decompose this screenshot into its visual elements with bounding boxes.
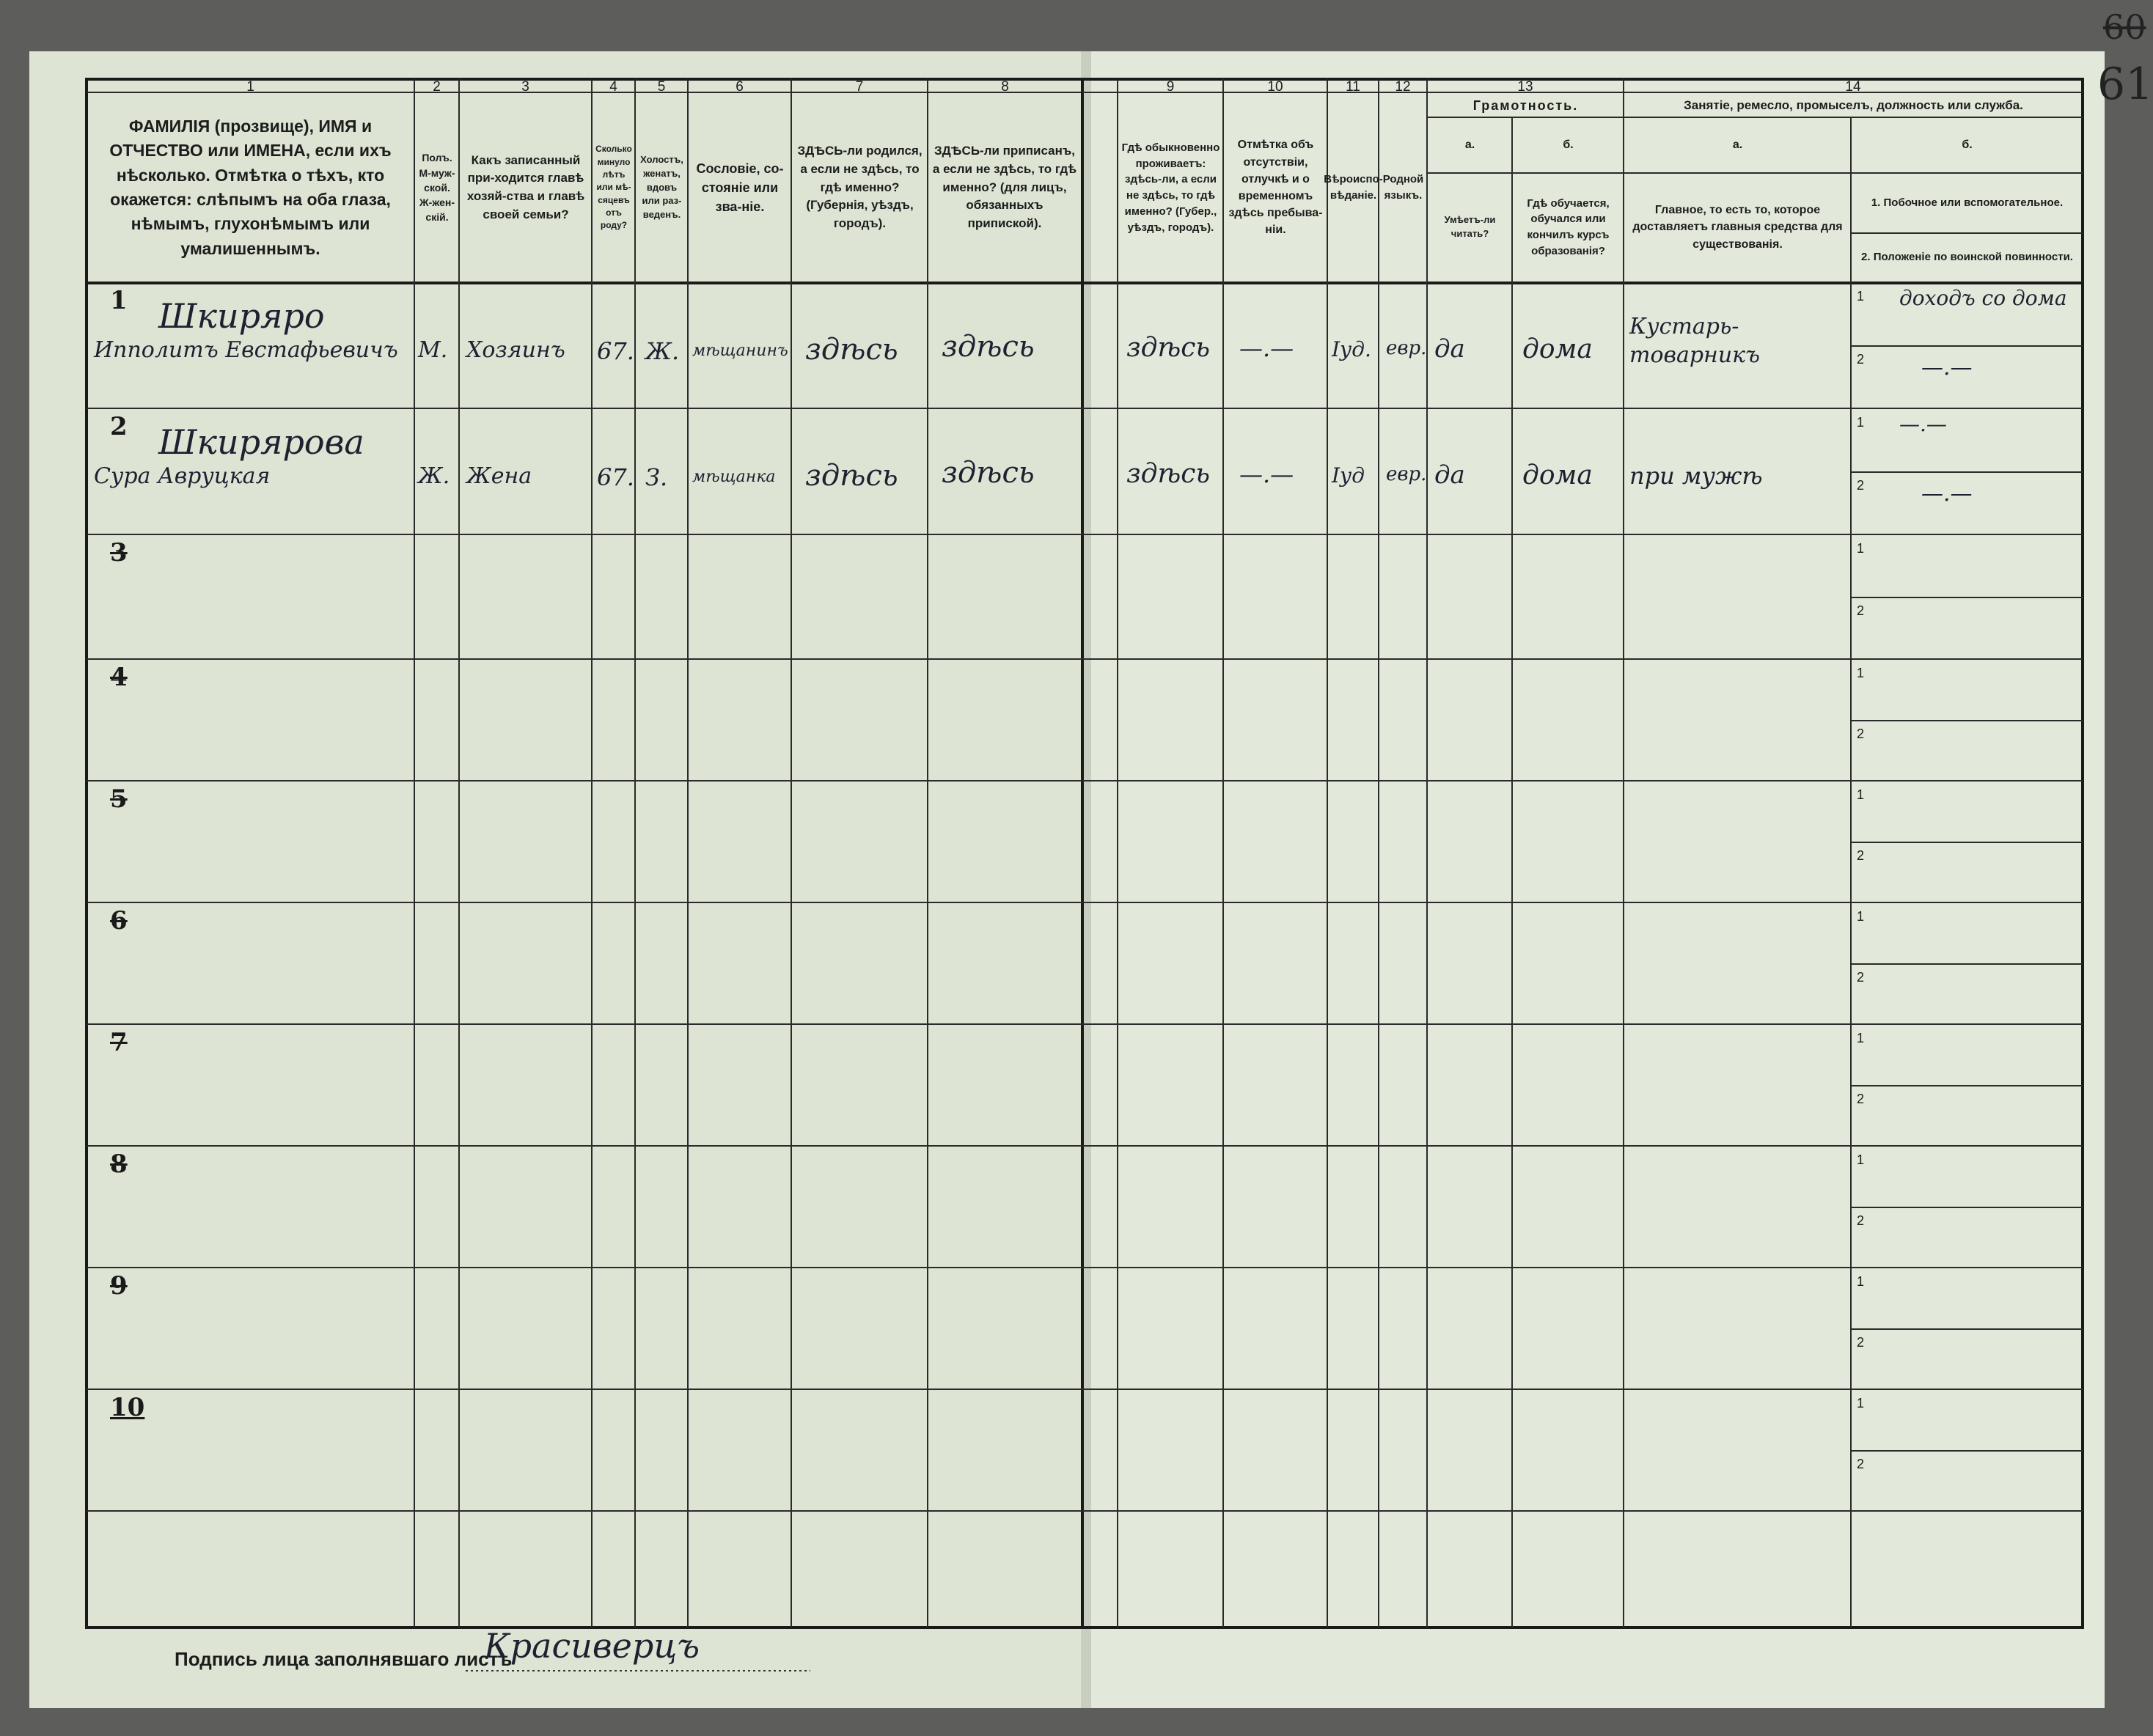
header-estate: Сословіе, со-стояніе или зва-ніе. bbox=[696, 161, 784, 215]
literate-value: да bbox=[1434, 334, 1465, 364]
birthplace-value: здѣсь bbox=[805, 333, 898, 367]
absence-value: —.— bbox=[1239, 460, 1294, 488]
header-side-occupation: 1. Побочное или вспомогательное. bbox=[1871, 196, 2064, 210]
header-registration: ЗДѢСЬ-ли приписанъ, а если не здѣсь, то гдѣ именно? (для лицъ, обязанныхъ припиской). bbox=[932, 144, 1077, 230]
sub-label-2: 2 bbox=[1857, 1335, 1865, 1350]
header-occupation-a: а. bbox=[1732, 139, 1743, 152]
relation-value: Хозяинъ bbox=[466, 337, 565, 363]
military-status-value: —.— bbox=[1921, 481, 1973, 507]
sub-label-2: 2 bbox=[1857, 848, 1865, 863]
sub-label-1: 1 bbox=[1857, 1396, 1865, 1410]
row-number: 2 bbox=[110, 412, 128, 441]
header-military-status: 2. Положеніе по воинской повинности. bbox=[1861, 251, 2073, 264]
given-names: Ипполитъ Евстафьевичъ bbox=[94, 337, 398, 363]
relation-value: Жена bbox=[466, 463, 532, 489]
row-number: 10 bbox=[110, 1393, 145, 1422]
col-num-5: 5 bbox=[657, 79, 666, 95]
col-num-3: 3 bbox=[521, 79, 529, 95]
age-value: 67. bbox=[597, 337, 634, 365]
marital-value: З. bbox=[645, 463, 668, 491]
birthplace-value: здѣсь bbox=[805, 459, 898, 493]
language-value: евр. bbox=[1386, 337, 1427, 359]
sub-label-2: 2 bbox=[1857, 603, 1865, 618]
sub-label-2: 2 bbox=[1857, 727, 1865, 741]
col-num-12: 12 bbox=[1395, 79, 1411, 95]
col-num-1: 1 bbox=[246, 79, 254, 95]
military-status-value: —.— bbox=[1921, 355, 1973, 380]
main-occupation-value: при мужѣ bbox=[1629, 462, 1763, 490]
col-num-6: 6 bbox=[736, 79, 744, 95]
header-main-occupation: Главное, то есть то, которое доставляетъ главныя средства для существованія. bbox=[1632, 204, 1843, 251]
sub-label-1: 1 bbox=[1857, 289, 1865, 304]
col-num-7: 7 bbox=[855, 79, 864, 95]
header-religion: Вѣроиспо-вѣданіе. bbox=[1324, 173, 1383, 202]
sub-label-2: 2 bbox=[1857, 1092, 1865, 1106]
row-number: 8 bbox=[110, 1150, 128, 1179]
sub-label-2: 2 bbox=[1857, 478, 1865, 493]
sex-value: Ж. bbox=[418, 463, 450, 489]
literate-value: да bbox=[1434, 460, 1465, 490]
registration-value: здѣсь bbox=[942, 330, 1035, 364]
sub-label-1: 1 bbox=[1857, 909, 1865, 924]
col-num-8: 8 bbox=[1001, 79, 1009, 95]
header-absence: Отмѣтка объ отсутствіи, отлучкѣ и о временномъ здѣсь пребыва-ніи. bbox=[1228, 139, 1323, 237]
surname: Шкиряро bbox=[158, 296, 325, 336]
header-literacy: Грамотность. bbox=[1472, 98, 1579, 113]
col-num-2: 2 bbox=[433, 79, 441, 95]
sub-label-1: 1 bbox=[1857, 1031, 1865, 1045]
row-number: 3 bbox=[110, 538, 128, 567]
page-number-struck: 60 bbox=[2103, 7, 2146, 47]
row-number: 9 bbox=[110, 1271, 128, 1301]
sex-value: М. bbox=[418, 337, 448, 363]
page-number-value: 61 bbox=[2097, 59, 2153, 110]
sub-label-2: 2 bbox=[1857, 352, 1865, 367]
religion-value: Іуд. bbox=[1332, 337, 1371, 361]
header-literacy-b: б. bbox=[1563, 139, 1574, 152]
col-num-10: 10 bbox=[1267, 79, 1283, 95]
header-language: Родной языкъ. bbox=[1382, 173, 1424, 202]
header-sex: Полъ. М-муж-ской. Ж-жен-скій. bbox=[419, 152, 455, 224]
row-number: 1 bbox=[110, 286, 128, 315]
sub-label-1: 1 bbox=[1857, 1152, 1865, 1167]
sub-label-1: 1 bbox=[1857, 541, 1865, 556]
col-num-9: 9 bbox=[1166, 79, 1175, 95]
header-relation: Какъ записанный при-ходится главѣ хозяй-ства и главѣ своей семьи? bbox=[466, 152, 585, 221]
header-age: Сколько минуло лѣтъ или мѣ-сяцевъ отъ роду? bbox=[595, 144, 632, 231]
row-number: 7 bbox=[110, 1028, 128, 1057]
estate-value: мѣщанинъ bbox=[692, 342, 788, 360]
residence-value: здѣсь bbox=[1126, 459, 1210, 489]
sub-label-1: 1 bbox=[1857, 1274, 1865, 1289]
header-literacy-a: а. bbox=[1464, 139, 1475, 152]
marital-value: Ж. bbox=[645, 337, 680, 365]
header-birthplace: ЗДѢСЬ-ли родился, а если не здѣсь, то гдѣ именно? (Губернія, уѣздъ, городъ). bbox=[797, 144, 923, 230]
sub-label-1: 1 bbox=[1857, 415, 1865, 430]
sub-label-1: 1 bbox=[1857, 787, 1865, 802]
row-number: 6 bbox=[110, 906, 128, 935]
header-occupation: Занятіе, ремесло, промыселъ, должность или служба. bbox=[1684, 98, 2023, 112]
side-occupation-value: доходъ со дома bbox=[1899, 286, 2067, 310]
col-num-4: 4 bbox=[609, 79, 617, 95]
row-number: 4 bbox=[110, 663, 128, 692]
sub-label-2: 2 bbox=[1857, 970, 1865, 985]
religion-value: Іуд bbox=[1332, 463, 1365, 488]
registration-value: здѣсь bbox=[942, 456, 1035, 490]
estate-value: мѣщанка bbox=[692, 468, 776, 486]
header-occupation-b: б. bbox=[1962, 139, 1973, 152]
header-marital: Холостъ, женатъ, вдовъ или раз-веденъ. bbox=[640, 153, 683, 221]
col-num-13: 13 bbox=[1517, 79, 1533, 95]
header-name: ФАМИЛІЯ (прозвище), ИМЯ и ОТЧЕСТВО или ИМЕНА, если ихъ нѣсколько. Отмѣтка о тѣхъ, кто окажется: слѣпымъ на оба глаза, нѣмымъ, глухонѣмымъ или умалишеннымъ. bbox=[109, 116, 392, 258]
sub-label-1: 1 bbox=[1857, 666, 1865, 680]
header-education: Гдѣ обучается, обучался или кончилъ курсъ образованія? bbox=[1527, 196, 1610, 257]
age-value: 67. bbox=[597, 463, 634, 491]
education-value: дома bbox=[1522, 460, 1593, 490]
col-num-11: 11 bbox=[1346, 79, 1360, 95]
given-names: Сура Авруцкая bbox=[94, 463, 271, 489]
sub-label-2: 2 bbox=[1857, 1457, 1865, 1471]
signature-dotted-line bbox=[466, 1669, 810, 1673]
sub-label-2: 2 bbox=[1857, 1213, 1865, 1228]
signature-handwritten: Красиверцъ bbox=[484, 1626, 700, 1666]
absence-value: —.— bbox=[1239, 334, 1294, 362]
language-value: евр. bbox=[1386, 463, 1427, 485]
header-can-read: Умѣетъ-ли читать? bbox=[1444, 214, 1496, 239]
row-number: 5 bbox=[110, 784, 128, 814]
col-num-14: 14 bbox=[1845, 79, 1861, 95]
header-residence: Гдѣ обыкновенно проживаетъ: здѣсь-ли, а если не здѣсь, то гдѣ именно? (Губер., уѣздъ, городъ). bbox=[1121, 141, 1220, 234]
education-value: дома bbox=[1522, 334, 1593, 364]
surname: Шкирярова bbox=[158, 422, 364, 462]
main-occupation-value: Кустарь-товарникъ bbox=[1629, 314, 1761, 368]
side-occupation-value: —.— bbox=[1899, 412, 1947, 436]
signature-label: Подпись лица заполнявшаго листъ bbox=[175, 1648, 513, 1670]
residence-value: здѣсь bbox=[1126, 333, 1210, 363]
